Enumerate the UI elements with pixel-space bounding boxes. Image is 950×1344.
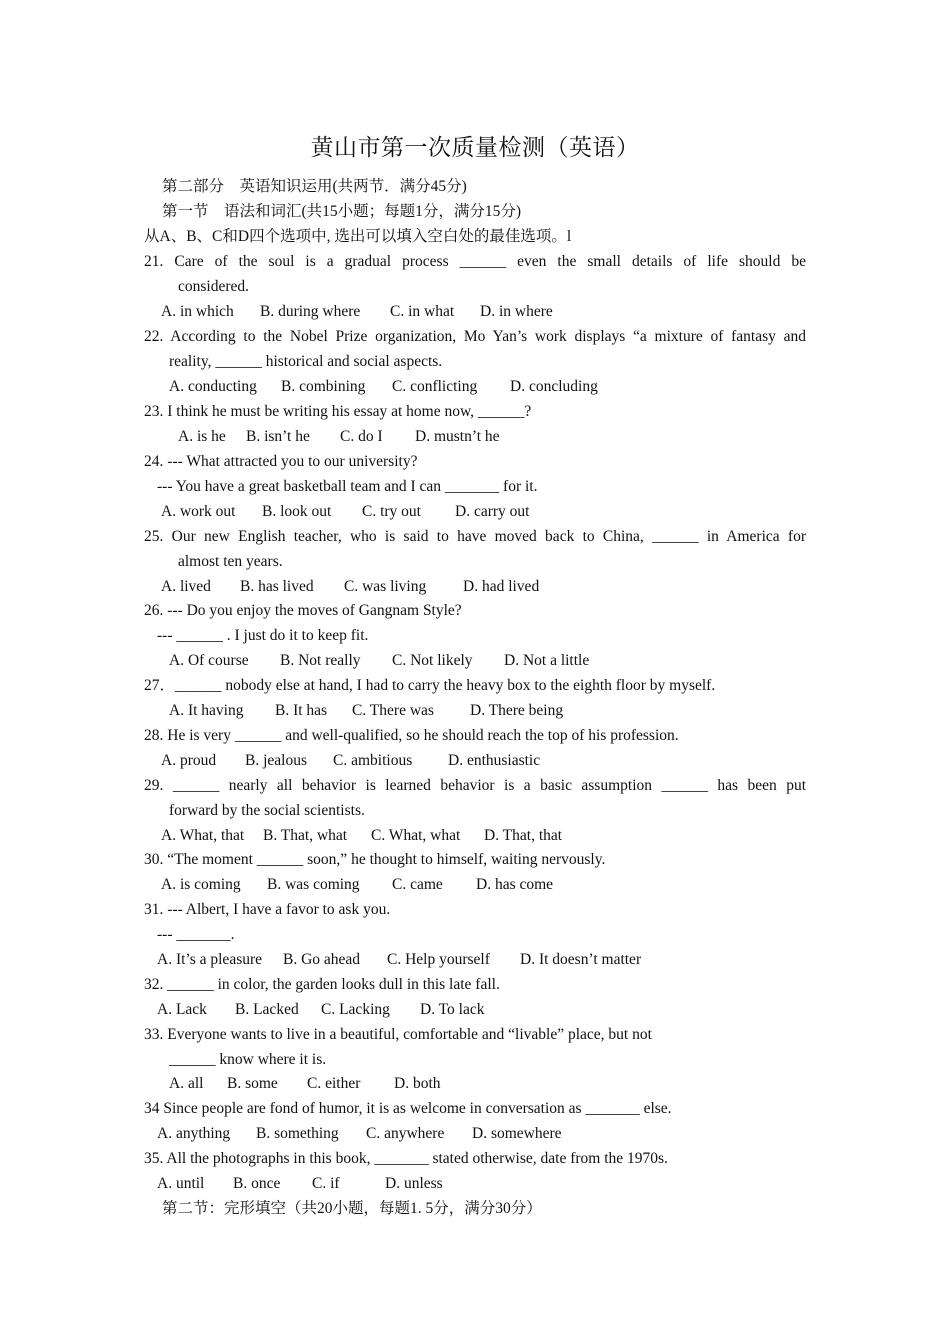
option-b: B. jealous <box>245 752 307 769</box>
option-row <box>169 701 563 721</box>
option-b: B. look out <box>262 503 332 520</box>
option-b: B. something <box>256 1125 339 1142</box>
option-a: A. all <box>169 1075 204 1092</box>
question-stem: 21. Care of the soul is a gradual process ______ even the small details of life should be <box>144 253 806 270</box>
option-d: D. There being <box>470 702 564 719</box>
option-row <box>161 302 553 322</box>
option-d: D. Not a little <box>504 652 590 669</box>
option-row <box>161 502 529 522</box>
option-d: D. carry out <box>455 503 530 520</box>
option-c: C. What, what <box>371 827 461 844</box>
option-c: C. in what <box>390 303 455 320</box>
option-a: A. is he <box>178 428 226 445</box>
option-row <box>157 950 641 970</box>
option-d: D. That, that <box>484 827 563 844</box>
option-a: A. Lack <box>157 1001 207 1018</box>
option-a: A. What, that <box>161 827 245 844</box>
option-a: A. It’s a pleasure <box>157 951 263 968</box>
question-stem: 27．______ nobody else at hand, I had to carry the heavy box to the eighth floor by myself. <box>144 677 716 694</box>
option-d: D. somewhere <box>472 1125 562 1142</box>
option-row <box>161 875 553 895</box>
option-c: C. came <box>392 876 443 893</box>
question-stem-cont: almost ten years. <box>178 553 283 570</box>
question-stem: 34 Since people are fond of humor, it is as welcome in conversation as _______ else. <box>144 1100 672 1117</box>
option-d: D. enthusiastic <box>448 752 541 769</box>
question-stem-cont: --- ______ . I just do it to keep fit. <box>157 627 369 644</box>
option-b: B. once <box>233 1175 281 1192</box>
question-stem: 29. ______ nearly all behavior is learned behavior is a basic assumption ______ has been put <box>144 777 806 794</box>
option-c: C. Not likely <box>392 652 473 669</box>
question-stem: 31. --- Albert, I have a favor to ask you. <box>144 901 391 918</box>
option-row <box>161 826 562 846</box>
option-d: D. It doesn’t matter <box>520 951 642 968</box>
option-row <box>169 651 589 671</box>
question-stem: 26. --- Do you enjoy the moves of Gangnam Style? <box>144 602 462 619</box>
option-d: D. mustn’t he <box>415 428 500 445</box>
option-b: B. Lacked <box>235 1001 299 1018</box>
option-c: C. try out <box>362 503 421 520</box>
option-c: C. anywhere <box>366 1125 445 1142</box>
section1-heading: 第一节 语法和词汇(共15小题；每题1分，满分15分) <box>162 203 522 220</box>
option-a: A. proud <box>161 752 217 769</box>
option-b: B. Not really <box>280 652 361 669</box>
option-a: A. Of course <box>169 652 249 669</box>
question-stem-cont: reality, ______ historical and social aspects. <box>169 353 443 370</box>
option-d: D. has come <box>476 876 554 893</box>
option-row <box>161 577 539 597</box>
option-row <box>161 751 540 771</box>
question-stem-cont: --- You have a great basketball team and I can _______ for it. <box>157 478 538 495</box>
question-stem-cont: considered. <box>178 278 250 295</box>
option-c: C. if <box>312 1175 340 1192</box>
option-row <box>169 1074 441 1094</box>
option-c: C. Lacking <box>321 1001 390 1018</box>
section2-heading: 第二节：完形填空（共20小题，每题1. 5分，满分30分） <box>162 1200 542 1217</box>
question-stem: 28. He is very ______ and well-qualified, so he should reach the top of his profession. <box>144 727 679 744</box>
question-stem: 25. Our new English teacher, who is said to have moved back to China, ______ in America for <box>144 528 806 545</box>
option-c: C. There was <box>352 702 434 719</box>
option-c: C. was living <box>344 578 427 595</box>
question-stem: 30. “The moment ______ soon,” he thought to himself, waiting nervously. <box>144 851 606 868</box>
option-a: A. is coming <box>161 876 241 893</box>
option-b: B. isn’t he <box>246 428 310 445</box>
option-d: D. both <box>394 1075 441 1092</box>
option-a: A. work out <box>161 503 236 520</box>
question-stem-cont: forward by the social scientists. <box>169 802 365 819</box>
option-row <box>169 377 598 397</box>
option-d: D. unless <box>385 1175 443 1192</box>
option-c: C. Help yourself <box>387 951 490 968</box>
option-a: A. lived <box>161 578 211 595</box>
question-stem: 35. All the photographs in this book, _______ stated otherwise, date from the 1970s. <box>144 1150 668 1167</box>
page-title: 黄山市第一次质量检测（英语） <box>310 135 640 161</box>
question-stem: 33. Everyone wants to live in a beautiful, comfortable and “livable” place, but not <box>144 1026 652 1043</box>
part2-heading: 第二部分 英语知识运用(共两节．满分45分) <box>162 178 467 195</box>
option-a: A. It having <box>169 702 244 719</box>
option-row <box>157 1124 562 1144</box>
option-d: D. in where <box>480 303 553 320</box>
option-a: A. until <box>157 1175 205 1192</box>
option-row <box>157 1174 443 1194</box>
option-b: B. some <box>227 1075 278 1092</box>
option-c: C. do I <box>340 428 383 445</box>
question-stem: 24. --- What attracted you to our university? <box>144 453 418 470</box>
question-stem: 32. ______ in color, the garden looks dull in this late fall. <box>144 976 500 993</box>
option-b: B. It has <box>275 702 328 719</box>
question-stem-cont: ______ know where it is. <box>169 1051 327 1068</box>
option-a: A. in which <box>161 303 234 320</box>
question-stem: 23. I think he must be writing his essay at home now, ______? <box>144 403 532 420</box>
question-stem: 22. According to the Nobel Prize organization, Mo Yan’s work displays “a mixture of fantasy and <box>144 328 806 345</box>
option-d: D. had lived <box>463 578 540 595</box>
option-row <box>178 427 500 447</box>
option-a: A. conducting <box>169 378 257 395</box>
option-row <box>157 1000 485 1020</box>
option-b: B. was coming <box>267 876 360 893</box>
option-d: D. To lack <box>420 1001 485 1018</box>
option-b: B. Go ahead <box>283 951 361 968</box>
question-stem-cont: --- _______. <box>157 926 235 943</box>
option-c: C. either <box>307 1075 361 1092</box>
option-d: D. concluding <box>510 378 598 395</box>
option-b: B. That, what <box>263 827 348 844</box>
option-c: C. conflicting <box>392 378 478 395</box>
option-b: B. has lived <box>240 578 314 595</box>
option-c: C. ambitious <box>333 752 413 769</box>
option-b: B. combining <box>281 378 366 395</box>
option-b: B. during where <box>260 303 361 320</box>
instruction: 从A、B、C和D四个选项中, 选出可以填入空白处的最佳选项。l <box>144 228 572 245</box>
option-a: A. anything <box>157 1125 231 1142</box>
